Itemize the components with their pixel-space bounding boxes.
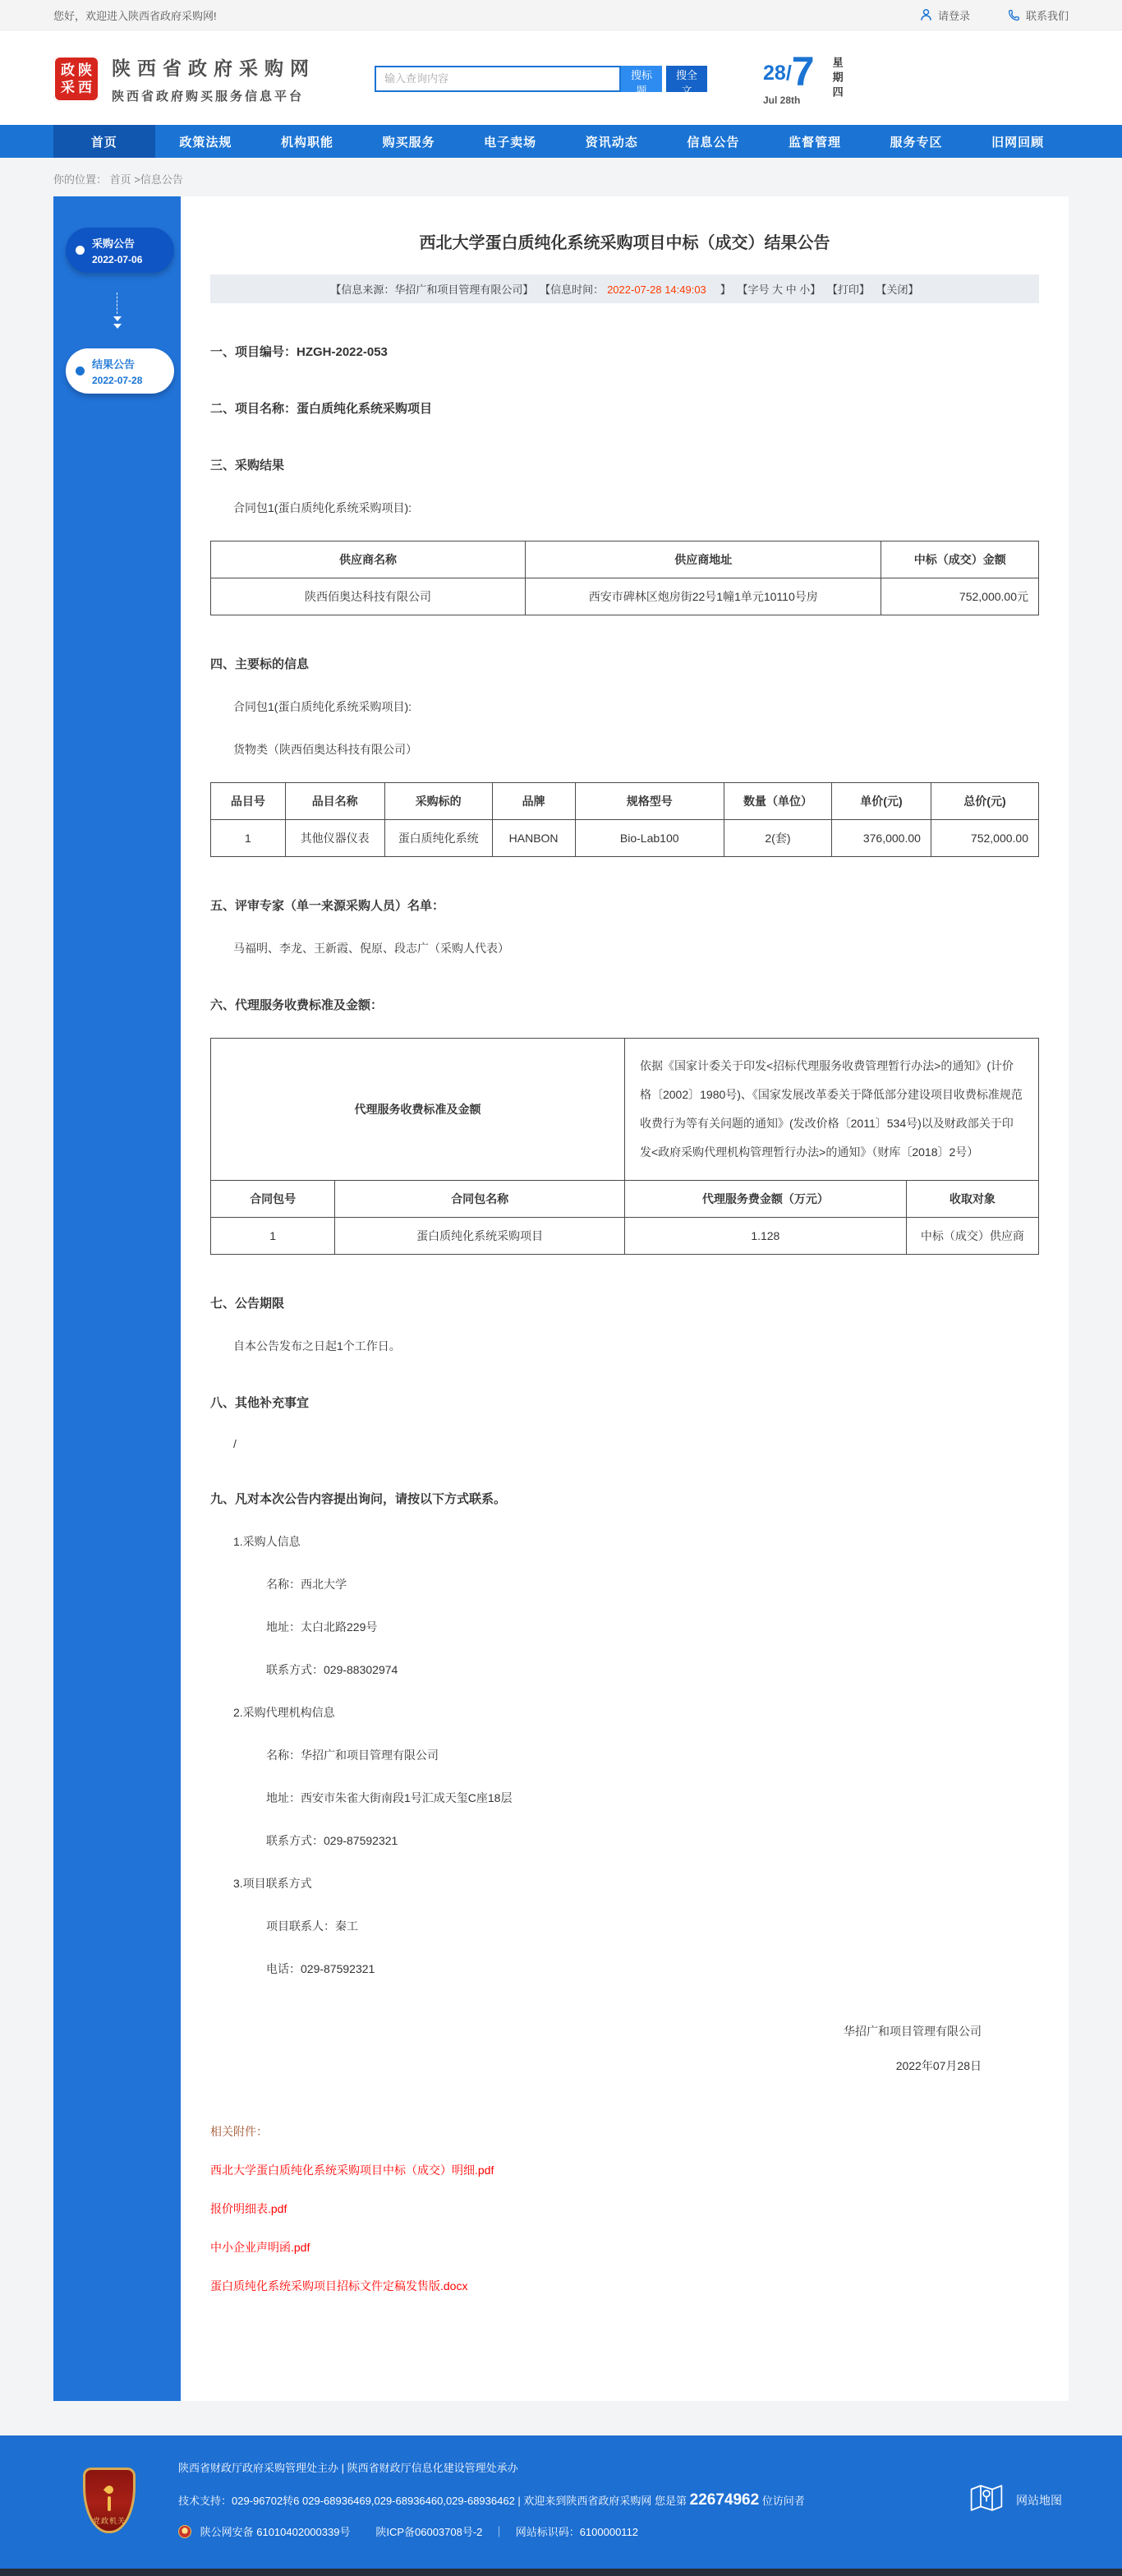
- sidebar-item-date: 2022-07-28: [92, 375, 143, 386]
- table-header-cell: 品牌: [492, 783, 575, 820]
- breadcrumb-current: 信息公告: [140, 173, 183, 186]
- item-name-cell: 其他仪器仪表: [285, 820, 384, 857]
- nav-item-purchase-services[interactable]: 购买服务: [382, 135, 435, 150]
- agency-info-title: 2.采购代理机构信息: [233, 1706, 335, 1719]
- table-row: [211, 578, 1039, 615]
- site-header: [0, 30, 1122, 125]
- purchaser-address: 地址：太白北路229号: [266, 1620, 378, 1634]
- total-price-cell: 752,000.00: [931, 820, 1038, 857]
- attachment-link-award-detail[interactable]: 西北大学蛋白质纯化系统采购项目中标（成交）明细.pdf: [210, 2164, 494, 2177]
- breadcrumb-prefix: 你的位置：: [53, 173, 108, 186]
- section-project-name: 二、项目名称：蛋白质纯化系统采购项目: [210, 402, 433, 416]
- table-header-cell: 供应商地址: [526, 541, 881, 578]
- agency-address: 地址：西安市朱雀大街南段1号汇成天玺C座18层: [266, 1791, 513, 1804]
- site-footer: [0, 2435, 1122, 2569]
- beian-separator: ｜: [494, 2526, 505, 2538]
- signature-date: 2022年07月28日: [895, 2059, 982, 2072]
- date-day: 28: [763, 62, 786, 85]
- supplier-name-cell: 陕西佰奥达科技有限公司: [211, 578, 526, 615]
- package-name-cell: 蛋白质纯化系统采购项目: [335, 1218, 625, 1255]
- welcome-text: 您好，欢迎进入陕西省政府采购网!: [53, 9, 217, 22]
- icp-filing[interactable]: 陕ICP备06003708号-2: [375, 2526, 483, 2538]
- meta-time-value: 2022-07-28 14:49:03: [607, 283, 706, 296]
- table-header-cell: 合同包号: [211, 1181, 335, 1218]
- public-security-filing[interactable]: 陕公网安备 61010402000339号: [200, 2526, 351, 2538]
- item-no-cell: 1: [211, 820, 286, 857]
- supplier-table: [210, 541, 1039, 615]
- model-cell: Bio-Lab100: [575, 820, 724, 857]
- category-line: 货物类（陕西佰奥达科技有限公司）: [233, 743, 417, 756]
- contact-label: 联系我们: [1025, 9, 1069, 22]
- attachment-link-quotation[interactable]: 报价明细表.pdf: [210, 2202, 287, 2215]
- agency-name: 名称：华招广和项目管理有限公司: [266, 1749, 439, 1762]
- print-button[interactable]: 【打印】: [826, 283, 870, 296]
- announcement-period-text: 自本公告发布之日起1个工作日。: [233, 1339, 401, 1353]
- section-experts-heading: 五、评审专家（单一来源采购人员）名单：: [210, 899, 445, 913]
- quantity-cell: 2(套): [724, 820, 831, 857]
- purchaser-info-title: 1.采购人信息: [233, 1535, 301, 1548]
- purchaser-name: 名称：西北大学: [266, 1578, 347, 1591]
- article-title: 西北大学蛋白质纯化系统采购项目中标（成交）结果公告: [419, 234, 830, 252]
- dot-icon: [76, 366, 85, 376]
- login-link[interactable]: [920, 7, 970, 23]
- table-header-cell: 品目名称: [285, 783, 384, 820]
- table-header-cell: 品目号: [211, 783, 286, 820]
- fee-legal-text-cell: 依据《国家计委关于印发<招标代理服务收费管理暂行办法>的通知》(计价格〔2002〕1980号)、《国家发展改革委关于降低部分建设项目收费标准规范收费行为等有关问题的通知》(发改价格〔2011〕534号)以及财政部关于印发<政府采购代理机构管理暂行办法>的通知》（财库〔2018〕2号）: [624, 1039, 1038, 1181]
- section-subject-info-heading: 四、主要标的信息: [210, 657, 310, 671]
- logo-char: 采: [61, 79, 75, 95]
- package-no-cell: 1: [211, 1218, 335, 1255]
- nav-item-old-site[interactable]: 旧网回顾: [991, 135, 1045, 150]
- project-contact-title: 3.项目联系方式: [233, 1877, 312, 1890]
- signature-company: 华招广和项目管理有限公司: [844, 2025, 982, 2038]
- experts-names: 马福明、李龙、王新霞、倪原、段志广（采购人代表）: [233, 942, 509, 955]
- nav-item-home[interactable]: 首页: [53, 125, 155, 158]
- breadcrumb: [53, 158, 1069, 196]
- emblem-label: 党政机关: [92, 2516, 126, 2525]
- sitemap-label: 网站地图: [1016, 2493, 1062, 2507]
- footer-visitor-suffix: 位访问者: [759, 2494, 805, 2507]
- sidebar-item-date: 2022-07-06: [92, 254, 143, 265]
- fee-standard-label-cell: 代理服务收费标准及金额: [211, 1039, 625, 1181]
- phone-icon: [1008, 9, 1020, 21]
- timeline-sidebar: [53, 196, 181, 2401]
- bottom-strip: [0, 2569, 1122, 2576]
- logo-char: 陕: [78, 62, 92, 78]
- section-other-matters-heading: 八、其他补充事宜: [210, 1396, 310, 1410]
- section-agency-fee-heading: 六、代理服务收费标准及金额：: [210, 998, 384, 1012]
- visitor-count: 22674962: [689, 2491, 760, 2509]
- date-separator: /: [785, 62, 792, 85]
- table-header-cell: 中标（成交）金额: [881, 541, 1039, 578]
- flame-icon: [103, 2484, 115, 2495]
- login-label: 请登录: [937, 9, 970, 22]
- article-meta-bar: [210, 274, 1039, 303]
- section-contact-heading: 九、凡对本次公告内容提出询问，请按以下方式联系。: [210, 1492, 507, 1506]
- torch-stem: [108, 2496, 111, 2511]
- section-announcement-period-heading: 七、公告期限: [210, 1297, 285, 1311]
- award-amount-cell: 752,000.00元: [881, 578, 1039, 615]
- signature-block: [210, 2023, 1039, 2074]
- logo-char: 西: [78, 79, 92, 95]
- table-header-cell: 供应商名称: [211, 541, 526, 578]
- nav-item-supervision[interactable]: 监督管理: [788, 135, 841, 150]
- timeline-arrow: [53, 293, 181, 329]
- section-procurement-result-heading: 三、采购结果: [210, 459, 285, 472]
- supplier-address-cell: 西安市碑林区炮房街22号1幢1单元10110号房: [526, 578, 881, 615]
- close-button[interactable]: 【关闭】: [876, 283, 919, 296]
- nav-item-functions[interactable]: 机构职能: [280, 135, 333, 150]
- breadcrumb-home-link[interactable]: 首页: [109, 173, 131, 186]
- chevron-down-icon: [113, 316, 122, 321]
- sidebar-item-procurement-announcement[interactable]: [66, 228, 174, 273]
- meta-time-end: 】: [709, 283, 731, 296]
- sidebar-item-label: 结果公告: [92, 358, 136, 371]
- table-header-cell: 规格型号: [575, 783, 724, 820]
- other-matters-text: /: [233, 1437, 237, 1450]
- footer-support-text: 技术支持：029-96702转6 029-68936469,029-68936460,029-68936462 | 欢迎来到陕西省政府采购网 您是第: [178, 2494, 690, 2507]
- search-title-button[interactable]: 搜标题: [621, 66, 662, 92]
- package-line: 合同包1(蛋白质纯化系统采购项目):: [233, 501, 412, 514]
- site-logo[interactable]: [53, 56, 99, 102]
- table-header-cell: 总价(元): [931, 783, 1038, 820]
- site-title: 陕西省政府采购网: [112, 57, 315, 79]
- attachment-link-sme-declaration[interactable]: 中小企业声明函.pdf: [210, 2241, 310, 2254]
- spacer: [361, 2526, 365, 2538]
- fee-payer-cell: 中标（成交）供应商: [906, 1218, 1038, 1255]
- table-header-cell: 合同包名称: [335, 1181, 625, 1218]
- nav-item-service-zone[interactable]: 服务专区: [890, 135, 943, 150]
- footer-support-line: [178, 2489, 969, 2513]
- date-english: Jul 28th: [763, 94, 801, 106]
- table-header-cell: 单价(元): [831, 783, 931, 820]
- attachments-title: 相关附件：: [210, 2125, 268, 2138]
- attachment-link-tender-document[interactable]: 蛋白质纯化系统采购项目招标文件定稿发售版.docx: [210, 2279, 468, 2293]
- user-icon: [920, 8, 932, 21]
- main-area: [53, 196, 1069, 2401]
- breadcrumb-separator: >: [131, 173, 140, 186]
- search-input[interactable]: [375, 66, 621, 92]
- table-row: [211, 1218, 1039, 1255]
- attachments-section: [210, 2123, 1039, 2294]
- party-government-emblem-icon: [83, 2468, 136, 2533]
- date-month: 7: [791, 48, 815, 94]
- map-icon: [969, 2482, 1004, 2518]
- article-content: [181, 196, 1069, 2401]
- table-header-cell: 数量（单位）: [724, 783, 831, 820]
- meta-time-label: 【信息时间：: [540, 283, 605, 296]
- nav-item-announcements[interactable]: 信息公告: [687, 135, 740, 150]
- project-contact-phone: 电话：029-87592321: [266, 1962, 375, 1975]
- unit-price-cell: 376,000.00: [831, 820, 931, 857]
- chevron-down-icon: [113, 324, 122, 329]
- date-widget: [763, 48, 876, 106]
- table-row: [211, 1039, 1039, 1181]
- search-bar: [375, 66, 707, 97]
- weekday-label: 星期四: [830, 56, 844, 101]
- dot-icon: [76, 246, 85, 255]
- table-header-cell: 代理服务费金额（万元）: [624, 1181, 906, 1218]
- search-fulltext-button[interactable]: 搜全文: [666, 66, 707, 92]
- nav-item-e-market[interactable]: 电子卖场: [484, 135, 537, 150]
- section-project-number: 一、项目编号：HZGH-2022-053: [210, 345, 388, 359]
- fee-amount-cell: 1.128: [624, 1218, 906, 1255]
- table-header-cell: 收取对象: [906, 1181, 1038, 1218]
- agency-phone: 联系方式：029-87592321: [266, 1834, 398, 1847]
- package-line: 合同包1(蛋白质纯化系统采购项目):: [233, 700, 412, 713]
- goods-table: [210, 782, 1039, 857]
- sidebar-item-result-announcement[interactable]: [66, 348, 174, 394]
- purchaser-phone: 联系方式：029-88302974: [266, 1663, 398, 1676]
- nav-item-policies[interactable]: 政策法规: [179, 135, 232, 150]
- site-code: 网站标识码：6100000112: [515, 2526, 639, 2538]
- font-size-controls[interactable]: 【字号 大 中 小】: [737, 283, 821, 296]
- top-bar: [0, 0, 1122, 30]
- project-contact-person: 项目联系人：秦工: [266, 1919, 358, 1933]
- subject-cell: 蛋白质纯化系统: [384, 820, 492, 857]
- brand-cell: HANBON: [492, 820, 575, 857]
- nav-item-news[interactable]: 资讯动态: [585, 135, 638, 150]
- public-security-badge-icon: [178, 2525, 191, 2538]
- site-subtitle: 陕西省政府购买服务信息平台: [112, 89, 305, 104]
- logo-char: 政: [61, 62, 75, 78]
- sitemap-link[interactable]: [969, 2482, 1062, 2518]
- table-row: [211, 820, 1039, 857]
- sidebar-item-label: 采购公告: [92, 237, 136, 250]
- agency-fee-table: [210, 1038, 1039, 1255]
- meta-source: 【信息来源：华招广和项目管理有限公司】: [330, 283, 534, 296]
- contact-link[interactable]: [1008, 7, 1069, 23]
- footer-beian-line: [178, 2524, 969, 2541]
- footer-organizer-line: 陕西省财政厅政府采购管理处主办 | 陕西省财政厅信息化建设管理处承办: [178, 2462, 518, 2474]
- main-nav: [0, 125, 1122, 158]
- table-header-cell: 采购标的: [384, 783, 492, 820]
